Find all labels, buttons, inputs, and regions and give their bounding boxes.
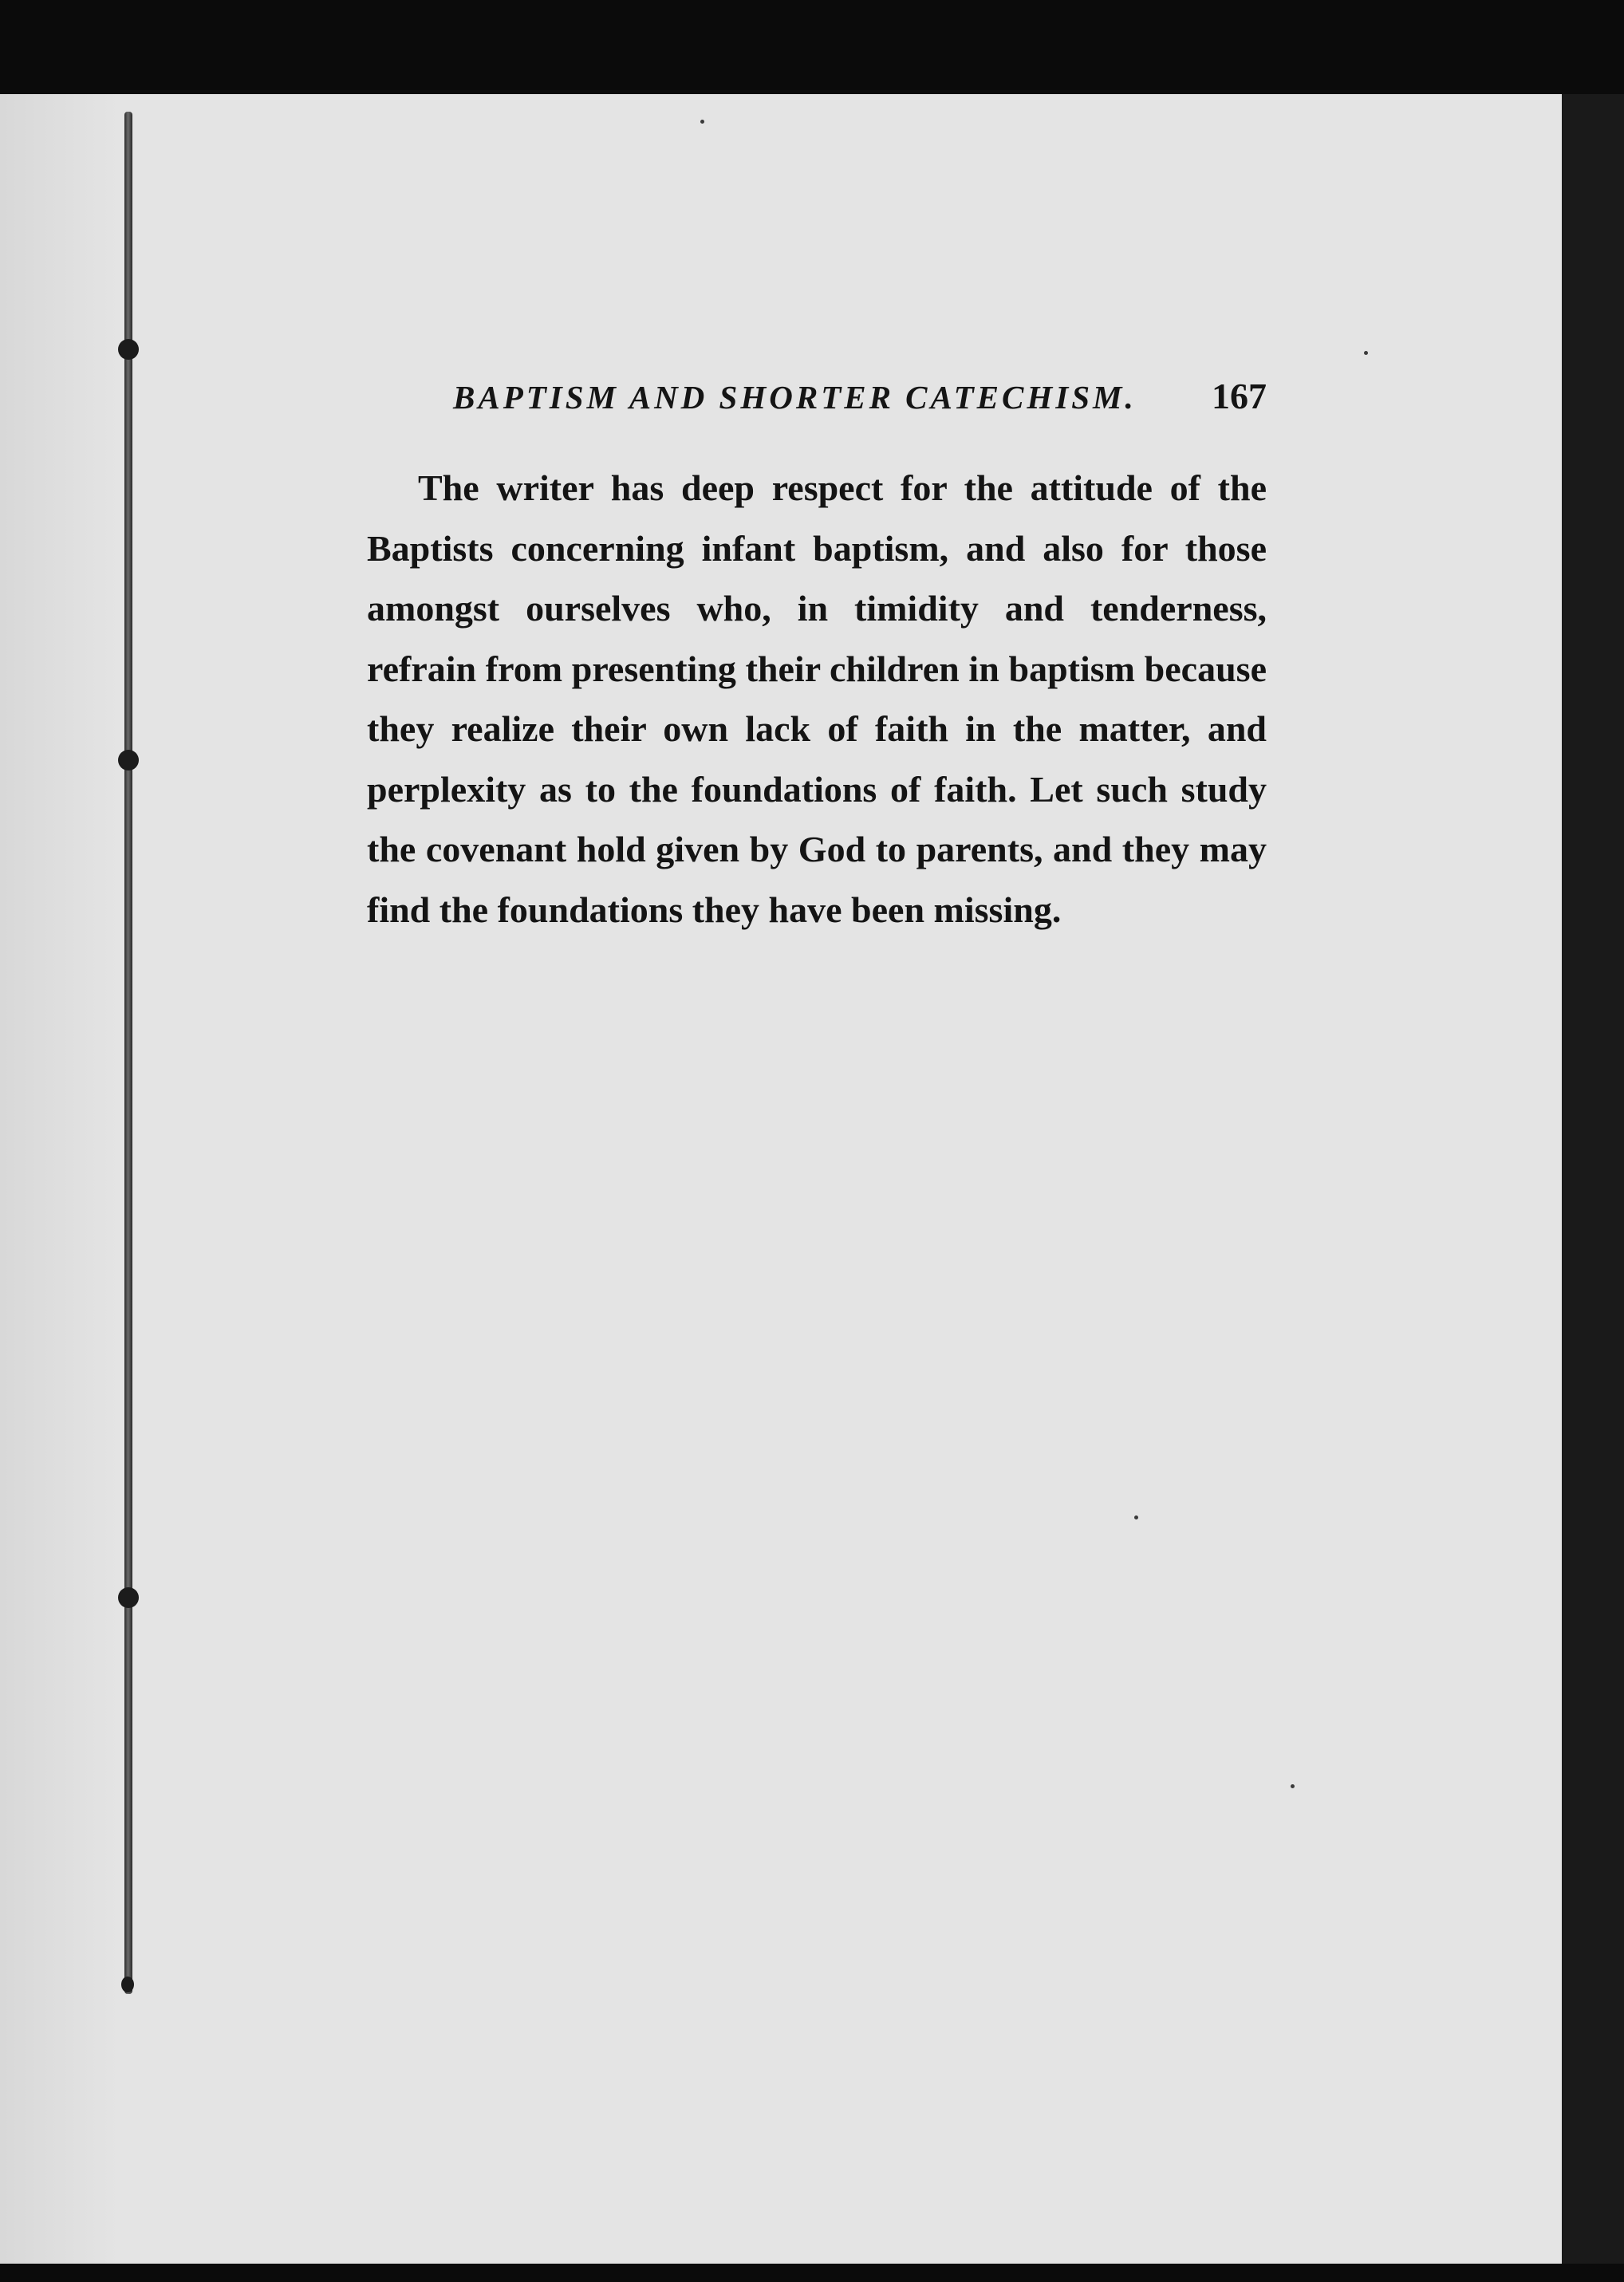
running-head bbox=[453, 375, 1267, 417]
page-surface bbox=[0, 94, 1562, 2264]
binding-knot bbox=[118, 339, 139, 360]
paper-speck bbox=[1134, 1515, 1138, 1519]
page-right-edge bbox=[1562, 94, 1624, 2264]
page-number: 167 bbox=[1212, 376, 1267, 416]
binding-thread bbox=[124, 112, 132, 1994]
binding-knot bbox=[121, 1977, 134, 1992]
binding-knot bbox=[118, 750, 139, 771]
paper-speck bbox=[1291, 1784, 1295, 1788]
body-paragraph: The writer has deep respect for the attitude of the Baptists concerning infant baptism, and also for those amongst ourselves who, in timidity and tenderness, refrain from presenting their children in baptism because they realize their own lack of faith in the matter, and perplexity as to the foundations of faith. Let such study the covenant hold given by God to parents, and they may find the foundations they have been missing. bbox=[367, 467, 1267, 930]
paper-speck bbox=[700, 120, 704, 124]
gutter-shadow bbox=[0, 94, 120, 2264]
running-head-title: BAPTISM AND SHORTER CATECHISM. bbox=[453, 379, 1137, 416]
paper-speck bbox=[1364, 351, 1368, 355]
binding-knot bbox=[118, 1587, 139, 1608]
